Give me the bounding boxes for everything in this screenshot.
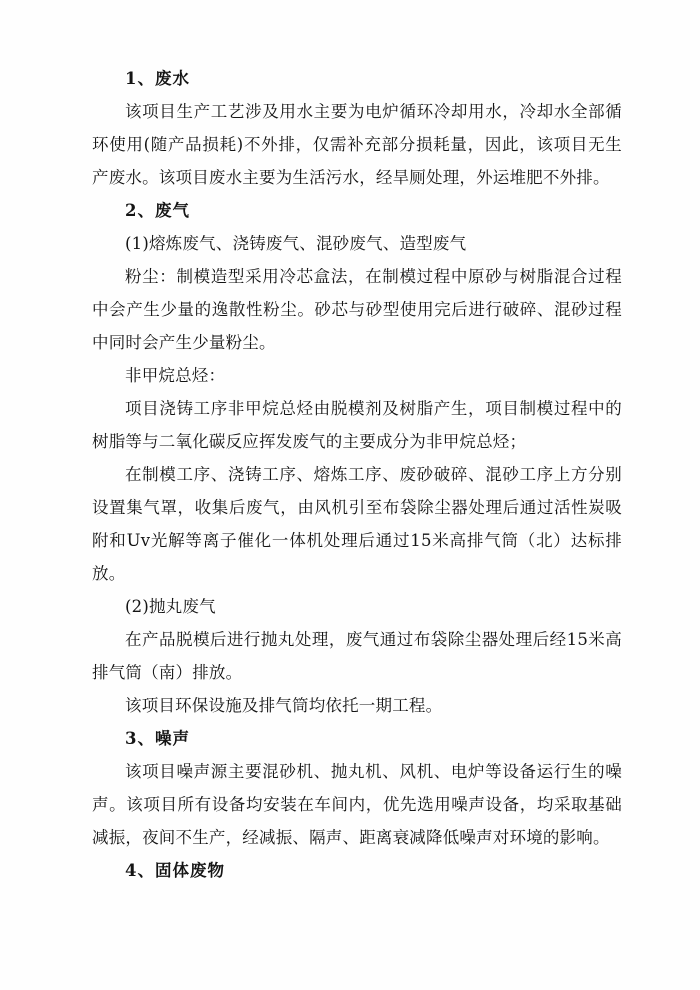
section-heading: 1、废水 [125, 69, 190, 88]
section-heading: 3、噪声 [125, 729, 190, 748]
body-paragraph: (1)熔炼废气、浇铸废气、混砂废气、造型废气 [125, 234, 467, 253]
section-heading: 2、废气 [125, 201, 190, 220]
document-body [92, 62, 622, 887]
body-paragraph: 粉尘：制模造型采用冷芯盒法，在制模过程中原砂与树脂混合过程中会产生少量的逸散性粉尘。砂芯与砂型使用完后进行破碎、混砂过程中同时会产生少量粉尘。 [92, 267, 622, 352]
section-heading: 4、固体废物 [125, 861, 225, 880]
body-paragraph: 在制模工序、浇铸工序、熔炼工序、废砂破碎、混砂工序上方分别设置集气罩，收集后废气，由风机引至布袋除尘器处理后通过活性炭吸附和Uv光解等离子催化一体机处理后通过15米高排气筒（北）达标排放。 [92, 465, 622, 583]
body-paragraph: 该项目环保设施及排气筒均依托一期工程。 [125, 696, 443, 715]
body-paragraph: 非甲烷总烃： [125, 366, 226, 385]
body-paragraph: 在产品脱模后进行抛丸处理，废气通过布袋除尘器处理后经15米高排气筒（南）排放。 [92, 630, 622, 682]
body-paragraph: 项目浇铸工序非甲烷总烃由脱模剂及树脂产生，项目制模过程中的树脂等与二氧化碳反应挥发废气的主要成分为非甲烷总烃； [92, 399, 622, 451]
body-paragraph: 该项目噪声源主要混砂机、抛丸机、风机、电炉等设备运行生的噪声。该项目所有设备均安装在车间内，优先选用噪声设备，均采取基础减振，夜间不生产，经减振、隔声、距离衰减降低噪声对环境的影响。 [92, 762, 622, 847]
body-paragraph: (2)抛丸废气 [125, 597, 216, 616]
body-paragraph: 该项目生产工艺涉及用水主要为电炉循环冷却用水，冷却水全部循环使用(随产品损耗)不外排，仅需补充部分损耗量，因此，该项目无生产废水。该项目废水主要为生活污水，经旱厕处理，外运堆肥不外排。 [92, 102, 622, 187]
